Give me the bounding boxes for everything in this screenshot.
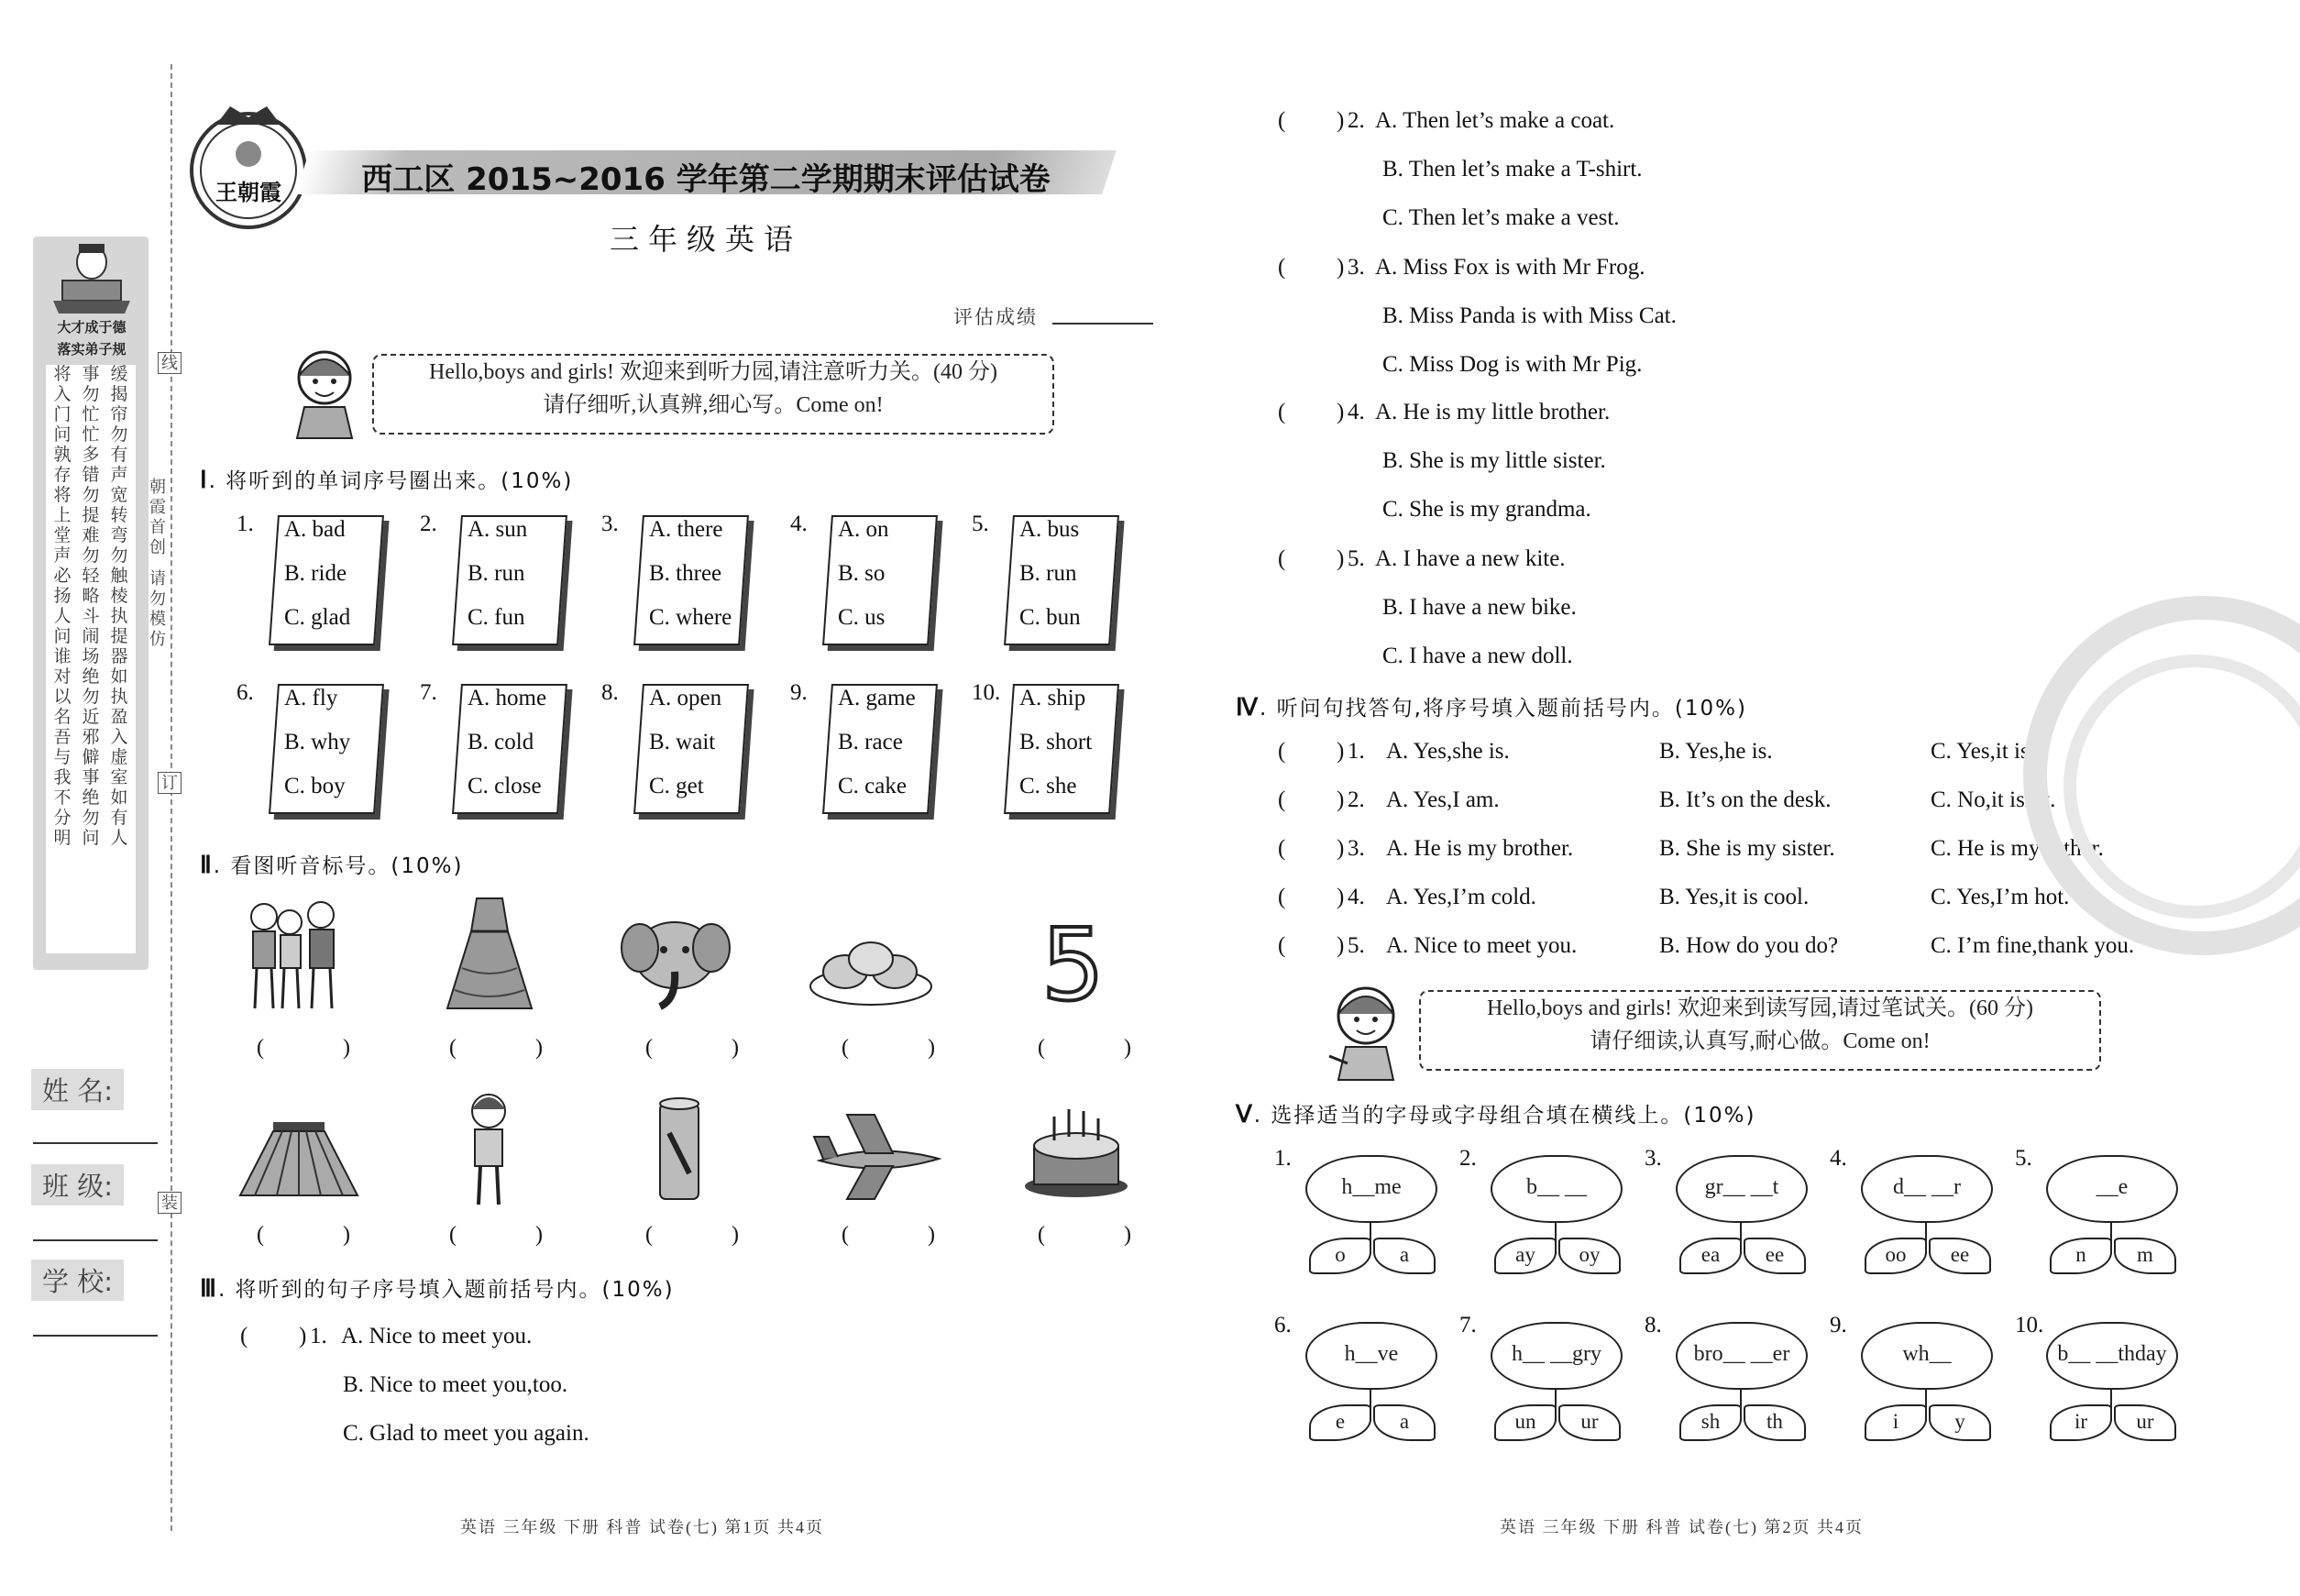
letter-leaf-right[interactable]: m: [2114, 1238, 2176, 1274]
answer-paren-open[interactable]: (: [1278, 885, 1286, 909]
item-number: 4.: [790, 512, 808, 536]
answer-option[interactable]: A. Yes,she is.: [1386, 739, 1510, 764]
word-option[interactable]: C. fun: [468, 605, 525, 630]
letter-leaf-left[interactable]: oo: [1865, 1238, 1927, 1274]
class-field[interactable]: [33, 1239, 158, 1241]
sentence-option[interactable]: B. I have a new bike.: [1382, 595, 1577, 620]
item-number: 5.: [972, 512, 989, 536]
item-number: 10.: [2015, 1313, 2044, 1337]
name-label: 姓 名:: [31, 1069, 124, 1110]
word-book: [999, 678, 1117, 816]
item-number: 9.: [1830, 1313, 1847, 1337]
sentence-option[interactable]: C. Miss Dog is with Mr Pig.: [1382, 352, 1643, 377]
word-book: [447, 510, 565, 647]
word-book: [629, 510, 746, 647]
item-number: 4.: [1830, 1146, 1847, 1171]
page-subtitle: 三年级英语: [609, 222, 802, 257]
children-meeting-image: [237, 897, 356, 1016]
sentence-option[interactable]: A. I have a new kite.: [1375, 546, 1566, 571]
sentence-option[interactable]: B. Then let’s make a T-shirt.: [1382, 157, 1643, 182]
answer-paren-open[interactable]: (: [1278, 836, 1286, 861]
item-number: 8.: [1645, 1313, 1662, 1337]
answer-option[interactable]: A. Yes,I am.: [1386, 787, 1500, 812]
item-number: 1.: [1274, 1146, 1292, 1171]
answer-option[interactable]: C. No,it isn’t.: [1931, 787, 2056, 812]
sentence-option[interactable]: C. Then let’s make a vest.: [1382, 205, 1620, 230]
item-number: 5.: [2015, 1146, 2032, 1171]
question-number: 4.: [1348, 885, 1365, 909]
word-option[interactable]: B. so: [838, 561, 886, 586]
letter-leaf-left[interactable]: e: [1309, 1404, 1371, 1441]
word-book: [999, 510, 1117, 647]
answer-paren[interactable]: ( ): [645, 1223, 776, 1247]
item-number: 2.: [420, 512, 437, 536]
answer-paren[interactable]: ( ): [449, 1036, 579, 1060]
logo-emblem: [180, 97, 317, 235]
answer-paren-open[interactable]: (: [1278, 546, 1286, 571]
answer-option[interactable]: A. Nice to meet you.: [1386, 933, 1578, 958]
section5-title: Ⅴ. 选择适当的字母或字母组合填在横线上。(10%): [1236, 1101, 1756, 1128]
slogan: 大才成于德 落实弟子规: [57, 321, 127, 358]
sentence-option[interactable]: A. Nice to meet you.: [341, 1324, 533, 1348]
can-drink-image: [656, 1096, 702, 1205]
word-cloud[interactable]: h__ve: [1305, 1322, 1437, 1390]
sentence-option[interactable]: C. I have a new doll.: [1382, 644, 1573, 668]
cut-mark-order: 订: [158, 772, 182, 794]
answer-option[interactable]: C. Yes,it is.: [1931, 739, 2035, 764]
class-label: 班 级:: [31, 1164, 124, 1205]
question-number: 1.: [1348, 739, 1365, 764]
answer-option[interactable]: B. How do you do?: [1659, 933, 1839, 958]
item-number: 7.: [420, 680, 437, 705]
answer-paren-open[interactable]: (: [1278, 400, 1286, 424]
answer-paren-close[interactable]: ): [1337, 933, 1345, 958]
word-cloud[interactable]: h__me: [1305, 1155, 1437, 1223]
section4-title: Ⅳ. 听问句找答句,将序号填入题前括号内。(10%): [1236, 694, 1748, 721]
word-option[interactable]: A. bad: [284, 517, 346, 542]
airplane-image: [810, 1109, 944, 1201]
word-option[interactable]: C. close: [468, 774, 542, 798]
letter-leaf-right[interactable]: y: [1929, 1404, 1991, 1441]
word-option[interactable]: B. run: [1019, 561, 1077, 586]
girl-image: [457, 1091, 521, 1210]
word-option[interactable]: C. glad: [284, 605, 351, 630]
word-book: [447, 678, 565, 816]
sentence-option[interactable]: B. Nice to meet you,too.: [343, 1372, 568, 1397]
motto-col-2: 事勿忙忙多错勿提难勿轻略斗闹场绝勿近邪僻事绝勿问: [82, 365, 100, 848]
word-option[interactable]: A. home: [468, 686, 547, 710]
item-number: 6.: [237, 680, 254, 705]
binding-dashed-line: [171, 64, 172, 1531]
girl-mascot-icon: [288, 343, 361, 444]
letter-leaf-right[interactable]: ur: [2114, 1404, 2176, 1441]
motto-text: [46, 365, 136, 953]
sentence-option[interactable]: C. Glad to meet you again.: [343, 1421, 589, 1446]
letter-leaf-left[interactable]: ay: [1494, 1238, 1557, 1274]
word-option[interactable]: A. open: [649, 686, 722, 710]
answer-option[interactable]: A. He is my brother.: [1386, 836, 1574, 861]
score-label: 评估成绩: [953, 306, 1038, 328]
answer-paren-close[interactable]: ): [1337, 108, 1345, 133]
skirt-image: [237, 1118, 361, 1201]
word-option[interactable]: A. sun: [468, 517, 528, 542]
word-option[interactable]: A. bus: [1019, 517, 1080, 542]
footer-left: 英语 三年级 下册 科普 试卷(七) 第1页 共4页: [460, 1518, 824, 1536]
answer-paren-close[interactable]: ): [1337, 739, 1345, 764]
item-number: 9.: [790, 680, 808, 705]
word-option[interactable]: C. cake: [838, 774, 907, 798]
word-cloud[interactable]: gr__ __t: [1676, 1155, 1808, 1223]
word-option[interactable]: B. ride: [284, 561, 347, 586]
answer-paren-close[interactable]: ): [1337, 836, 1345, 861]
buns-on-plate-image: [807, 935, 935, 1008]
elephant-image: [620, 908, 739, 1018]
word-cloud[interactable]: bro__ __er: [1676, 1322, 1808, 1390]
question-number: 1.: [310, 1324, 327, 1348]
answer-option[interactable]: B. Yes,it is cool.: [1659, 885, 1810, 909]
word-option[interactable]: A. there: [649, 517, 723, 542]
answer-option[interactable]: B. She is my sister.: [1659, 836, 1835, 861]
reading-banner: Hello,boys and girls! 欢迎来到读写园,请过笔试关。(60 分) 请仔细读,认真写,耐心做。Come on!: [1419, 990, 2101, 1071]
answer-paren-close[interactable]: ): [299, 1324, 307, 1348]
school-label: 学 校:: [31, 1260, 124, 1301]
answer-option[interactable]: A. Yes,I’m cold.: [1386, 885, 1536, 909]
question-number: 3.: [1348, 255, 1365, 280]
letter-leaf-right[interactable]: ur: [1558, 1404, 1621, 1441]
answer-paren-open[interactable]: (: [1278, 255, 1286, 280]
item-number: 7.: [1459, 1313, 1477, 1337]
word-option[interactable]: B. short: [1019, 730, 1093, 754]
item-number: 6.: [1274, 1313, 1292, 1337]
letter-leaf-left[interactable]: un: [1494, 1404, 1557, 1441]
word-book: [264, 678, 381, 816]
word-option[interactable]: B. run: [468, 561, 525, 586]
word-option[interactable]: C. where: [649, 605, 732, 630]
answer-option[interactable]: B. Yes,he is.: [1659, 739, 1773, 764]
section2-title: Ⅱ. 看图听音标号。(10%): [200, 852, 464, 878]
sentence-option[interactable]: B. She is my little sister.: [1382, 448, 1606, 473]
word-cloud[interactable]: h__ __gry: [1491, 1322, 1623, 1390]
cut-mark-copy: 请勿模仿: [149, 569, 166, 648]
footer-right: 英语 三年级 下册 科普 试卷(七) 第2页 共4页: [1500, 1518, 1864, 1536]
question-number: 5.: [1348, 933, 1365, 958]
word-book: [818, 678, 935, 816]
word-option[interactable]: C. get: [649, 774, 704, 798]
sentence-option[interactable]: A. Miss Fox is with Mr Frog.: [1375, 255, 1645, 280]
answer-paren-close[interactable]: ): [1337, 400, 1345, 424]
letter-leaf-right[interactable]: a: [1373, 1238, 1436, 1274]
number-five-image: 5: [1041, 908, 1105, 1023]
word-cloud[interactable]: b__ __: [1491, 1155, 1623, 1223]
word-book: [818, 510, 935, 647]
sentence-option[interactable]: A. He is my little brother.: [1375, 400, 1611, 424]
letter-leaf-left[interactable]: sh: [1679, 1404, 1742, 1441]
motto-col-3: 缓揭帘勿有声宽转弯勿触棱执提器如执盈入虚室如有人: [110, 365, 128, 848]
letter-leaf-left[interactable]: ir: [2050, 1404, 2112, 1441]
word-option[interactable]: A. game: [838, 686, 916, 710]
answer-paren[interactable]: ( ): [842, 1036, 972, 1060]
sentence-option[interactable]: A. Then let’s make a coat.: [1375, 108, 1615, 133]
motto-col-1: 将入门问孰存将上堂声必扬人问谁对以名吾与我不分明: [53, 365, 72, 848]
answer-paren[interactable]: ( ): [1038, 1036, 1168, 1060]
letter-leaf-left[interactable]: ea: [1679, 1238, 1742, 1274]
word-option[interactable]: B. why: [284, 730, 351, 754]
svg-text:王朝霞: 王朝霞: [215, 179, 281, 205]
word-option[interactable]: C. bun: [1019, 605, 1081, 630]
word-cloud[interactable]: b__ __thday: [2046, 1322, 2178, 1390]
dress-image: [444, 895, 535, 1014]
word-cloud[interactable]: d__ __r: [1861, 1155, 1993, 1223]
answer-paren-close[interactable]: ): [1337, 885, 1345, 909]
item-number: 3.: [1645, 1146, 1662, 1171]
answer-paren-open[interactable]: (: [1278, 108, 1286, 133]
answer-paren[interactable]: ( ): [257, 1036, 387, 1060]
answer-option[interactable]: B. It’s on the desk.: [1659, 787, 1832, 812]
answer-paren-open[interactable]: (: [1278, 739, 1286, 764]
listening-banner: Hello,boys and girls! 欢迎来到听力园,请注意听力关。(40 分) 请仔细听,认真辨,细心写。Come on!: [372, 354, 1054, 435]
word-option[interactable]: B. wait: [649, 730, 716, 754]
answer-paren[interactable]: ( ): [1038, 1223, 1168, 1247]
word-option[interactable]: B. three: [649, 561, 722, 586]
answer-option[interactable]: C. He is my father.: [1931, 836, 2104, 861]
letter-leaf-right[interactable]: oy: [1558, 1238, 1621, 1274]
scholar-icon: [48, 240, 136, 317]
answer-paren-open[interactable]: (: [240, 1324, 248, 1348]
question-number: 4.: [1348, 400, 1365, 424]
section3-title: Ⅲ. 将听到的句子序号填入题前括号内。(10%): [200, 1275, 675, 1302]
cut-mark-bind: 装: [158, 1192, 182, 1214]
answer-paren-open[interactable]: (: [1278, 787, 1286, 812]
item-number: 10.: [972, 680, 1001, 705]
girl-writing-mascot-icon: [1326, 979, 1408, 1084]
cut-mark-brand: 朝霞首创: [149, 478, 166, 556]
section1-title: Ⅰ. 将听到的单词序号圈出来。(10%): [200, 467, 574, 493]
word-option[interactable]: B. cold: [468, 730, 534, 754]
answer-paren-close[interactable]: ): [1337, 546, 1345, 571]
birthday-cake-image: [1021, 1100, 1131, 1201]
question-number: 5.: [1348, 546, 1365, 571]
word-option[interactable]: C. us: [838, 605, 886, 630]
score-field[interactable]: [1052, 323, 1153, 325]
letter-leaf-left[interactable]: i: [1865, 1404, 1927, 1441]
cut-mark-line: 线: [158, 352, 182, 374]
school-field[interactable]: [33, 1335, 158, 1337]
answer-paren[interactable]: ( ): [645, 1036, 776, 1060]
answer-option[interactable]: C. I’m fine,thank you.: [1931, 933, 2135, 958]
question-number: 2.: [1348, 108, 1365, 133]
question-number: 2.: [1348, 787, 1365, 812]
answer-paren-open[interactable]: (: [1278, 933, 1286, 958]
word-option[interactable]: A. ship: [1019, 686, 1086, 710]
word-option[interactable]: C. she: [1019, 774, 1077, 798]
word-option[interactable]: B. race: [838, 730, 903, 754]
answer-paren-close[interactable]: ): [1337, 255, 1345, 280]
answer-paren-close[interactable]: ): [1337, 787, 1345, 812]
item-number: 1.: [237, 512, 254, 536]
word-option[interactable]: A. on: [838, 517, 889, 542]
word-option[interactable]: A. fly: [284, 686, 338, 710]
letter-leaf-right[interactable]: ee: [1744, 1238, 1806, 1274]
item-number: 2.: [1459, 1146, 1477, 1171]
item-number: 3.: [601, 512, 619, 536]
answer-paren[interactable]: ( ): [842, 1223, 972, 1247]
answer-paren[interactable]: ( ): [449, 1223, 579, 1247]
sentence-option[interactable]: C. She is my grandma.: [1382, 497, 1591, 522]
item-number: 8.: [601, 680, 619, 705]
name-field[interactable]: [33, 1142, 158, 1144]
letter-leaf-right[interactable]: ee: [1929, 1238, 1991, 1274]
answer-option[interactable]: C. Yes,I’m hot.: [1931, 885, 2070, 909]
sentence-option[interactable]: B. Miss Panda is with Miss Cat.: [1382, 303, 1677, 328]
answer-paren[interactable]: ( ): [257, 1223, 387, 1247]
letter-leaf-left[interactable]: n: [2050, 1238, 2112, 1274]
word-book: [629, 678, 746, 816]
letter-leaf-right[interactable]: a: [1373, 1404, 1436, 1441]
letter-leaf-left[interactable]: o: [1309, 1238, 1371, 1274]
word-cloud[interactable]: wh__: [1861, 1322, 1993, 1390]
word-option[interactable]: C. boy: [284, 774, 346, 798]
word-book: [264, 510, 381, 647]
question-number: 3.: [1348, 836, 1365, 861]
word-cloud[interactable]: __e: [2046, 1155, 2178, 1223]
letter-leaf-right[interactable]: th: [1744, 1404, 1806, 1441]
page-title: 西工区 2015~2016 学年第二学期期末评估试卷: [361, 161, 1051, 198]
